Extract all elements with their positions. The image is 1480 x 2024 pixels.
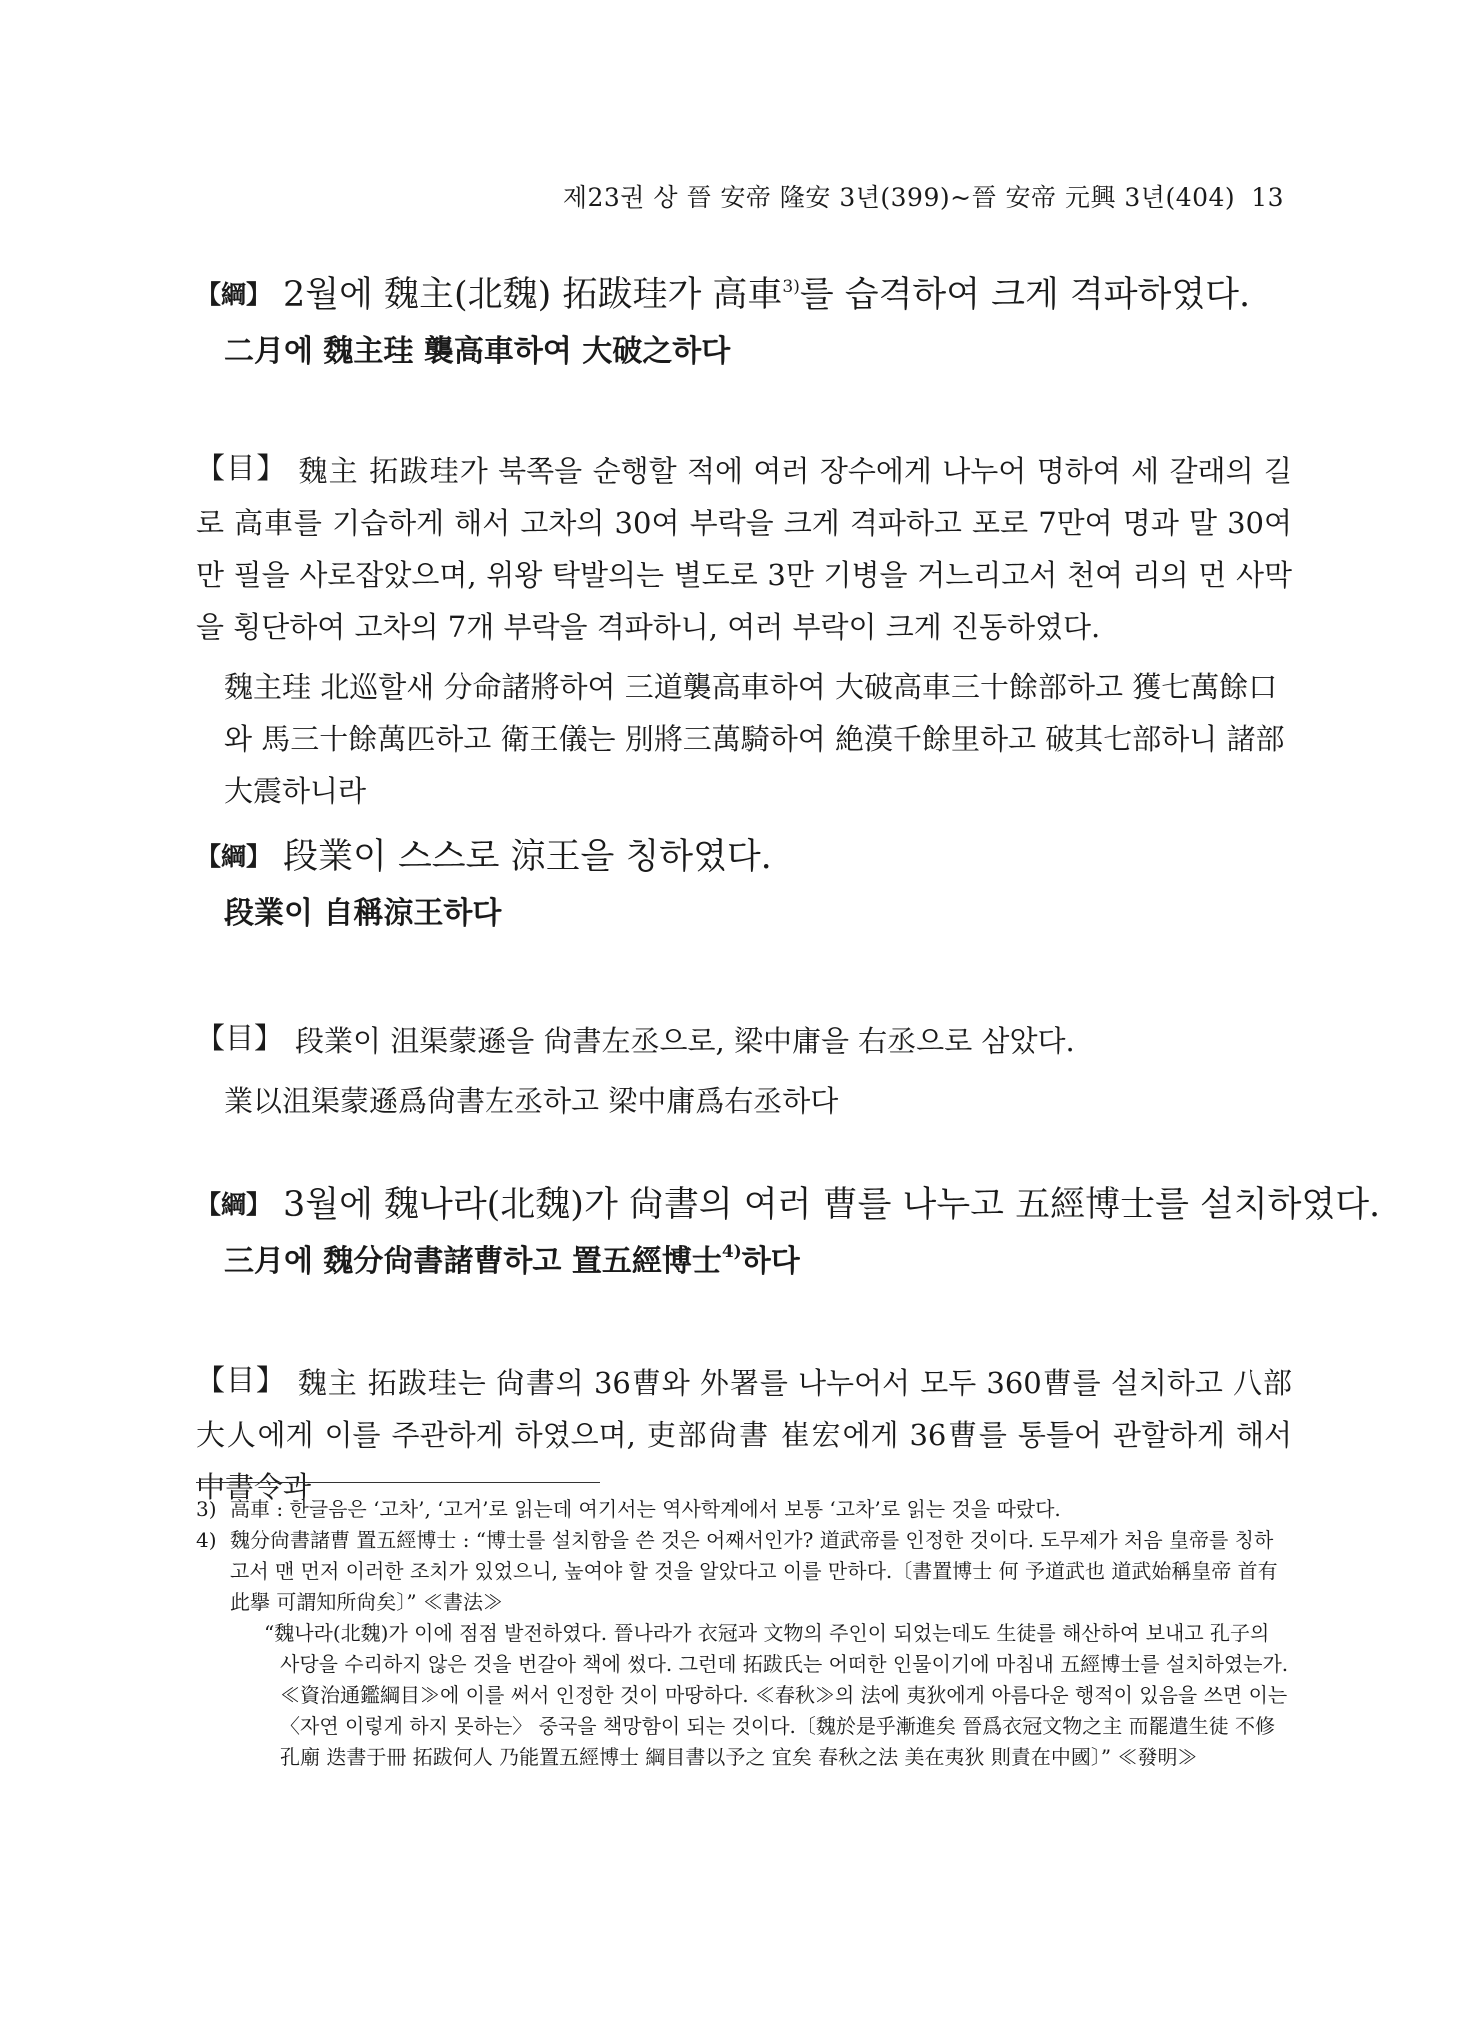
gang-hanmun: [196, 1238, 1292, 1286]
gang-tag: 【綱】: [196, 1190, 272, 1219]
mok-hanmun: 業以沮渠蒙遜爲尙書左丞하고 梁中庸爲右丞하다: [224, 1084, 839, 1118]
gang-text: 2월에 魏主(北魏) 拓跋珪가 高車: [283, 275, 783, 315]
footnote-divider: [196, 1482, 600, 1483]
mok-tag: 【目】: [196, 1363, 286, 1397]
running-header: [563, 178, 1284, 214]
page-number: 13: [1251, 183, 1284, 212]
footnote-ref-3: 3): [782, 277, 800, 297]
footnote-text: 高車 : 한글음은 ‘고차’, ‘고거’로 읽는데 여기서는 역사학계에서 보통 ‘고차’로 읽는 것을 따랐다.: [230, 1497, 1061, 1521]
mok-text: 魏主 拓跋珪가 북쪽을 순행할 적에 여러 장수에게 나누어 명하여 세 갈래의 길로 高車를 기습하게 해서 고차의 30여 부락을 크게 격파하고 포로 7만여 명과 말 30여만 필을 사로잡았으며, 위왕 탁발의는 별도로 3만 기병을 거느리고서 천여 리의 먼 사막을 횡단하여 고차의 7개 부락을 격파하니, 여러 부락이 크게 진동하였다.: [196, 454, 1292, 644]
gang-tag: 【綱】: [196, 842, 272, 871]
footnote-4-continuation: [196, 1618, 1292, 1773]
gang-entry-1: [196, 270, 1292, 376]
mok-tag: 【目】: [196, 1021, 284, 1055]
footnote-text: 魏分尙書諸曹 置五經博士 : “博士를 설치함을 쓴 것은 어째서인가? 道武帝를 인정한 것이다. 도무제가 처음 皇帝를 칭하고서 맨 먼저 이러한 조치가 있었으니, 높여야 할 것을 알았다고 이를 만하다.〔書置博士 何 予道武也 道武始稱皇帝 首有此擧 可謂知所尙矣〕” ≪書法≫: [230, 1528, 1278, 1614]
gang-text-tail: 를 습격하여 크게 격파하였다.: [799, 275, 1251, 315]
gang-korean: [196, 1180, 1381, 1230]
mok-korean: [196, 442, 1292, 653]
footnotes: [196, 1494, 1292, 1773]
mok-text: 段業이 沮渠蒙遜을 尙書左丞으로, 梁中庸을 右丞으로 삼았다.: [295, 1024, 1075, 1058]
mok-entry-1: [196, 442, 1292, 817]
mok-korean: [196, 1012, 1292, 1067]
mok-entry-2: [196, 1012, 1292, 1127]
gang-text: 段業이 스스로 涼王을 칭하였다.: [283, 837, 772, 877]
mok-entry-3: [196, 1354, 1292, 1513]
gang-hanmun-b: 하다: [741, 1244, 800, 1279]
footnote-paragraph: “魏나라(北魏)가 이에 점점 발전하였다. 晉나라가 衣冠과 文物의 주인이 되었는데도 生徒를 해산하여 보내고 孔子의 사당을 수리하지 않은 것을 번갈아 책에 썼다. 그런데 拓跋氏는 어떠한 인물이기에 마침내 五經博士를 설치하였는가. ≪資治通鑑綱目≫에 이를 써서 인정한 것이 마땅하다. ≪春秋≫의 法에 夷狄에게 아름다운 행적이 있음을 쓰면 이는 〈자연 이렇게 하지 못하는〉 중국을 책망함이 되는 것이다.〔魏於是乎漸進矣 晉爲衣冠文物之主 而罷遣生徒 不修孔廟 迭書于冊 拓跋何人 乃能置五經博士 綱目書以予之 宜矣 春秋之法 美在夷狄 則責在中國〕” ≪發明≫: [264, 1621, 1289, 1769]
running-title: 제23권 상 晉 安帝 隆安 3년(399)~晉 安帝 元興 3년(404): [562, 183, 1236, 212]
gang-hanmun: 二月에 魏主珪 襲高車하여 大破之하다: [224, 334, 731, 369]
gang-entry-3: [196, 1180, 1381, 1286]
gang-hanmun: 段業이 自稱涼王하다: [224, 896, 502, 931]
gang-korean: [196, 270, 1292, 320]
footnote-number: 3): [196, 1497, 217, 1521]
mok-hanmun: 魏主珪 北巡할새 分命諸將하여 三道襲高車하여 大破高車三十餘部하고 獲七萬餘口와 馬三十餘萬匹하고 衛王儀는 別將三萬騎하여 絶漠千餘里하고 破其七部하니 諸部大震하니라: [224, 670, 1285, 808]
mok-korean: [196, 1354, 1292, 1513]
gang-tag: 【綱】: [196, 280, 272, 309]
gang-text: 3월에 魏나라(北魏)가 尙書의 여러 曹를 나누고 五經博士를 설치하였다.: [283, 1185, 1381, 1225]
footnote-3: [196, 1494, 1292, 1525]
gang-entry-2: [196, 832, 1292, 938]
mok-text: 魏主 拓跋珪는 尙書의 36曹와 外署를 나누어서 모두 360曹를 설치하고 八部大人에게 이를 주관하게 하였으며, 吏部尙書 崔宏에게 36曹를 통틀어 관할하게 해서 中書令과: [196, 1366, 1292, 1504]
footnote-4: [196, 1525, 1292, 1618]
mok-tag: 【目】: [196, 451, 287, 485]
gang-hanmun-a: 三月에 魏分尙書諸曹하고 置五經博士: [224, 1244, 722, 1279]
footnote-number: 4): [196, 1528, 217, 1552]
footnote-ref-4: 4): [721, 1242, 742, 1262]
gang-korean: [196, 832, 1292, 882]
